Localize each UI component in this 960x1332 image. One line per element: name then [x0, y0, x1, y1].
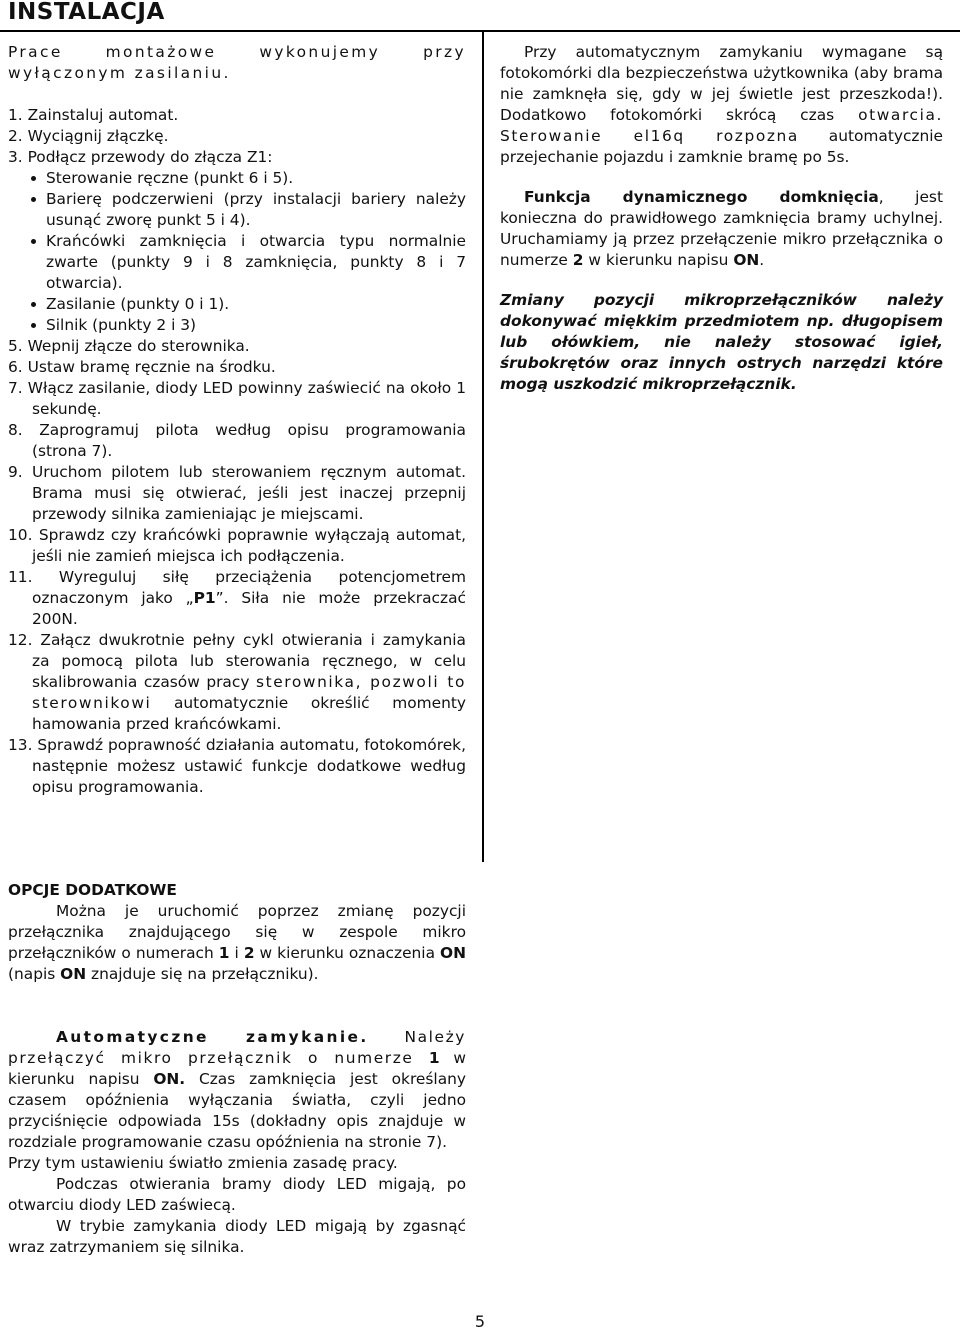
options-paragraph: Można je uruchomić poprzez zmianę pozycji przełącznika znajdującego się w zespole mikro przełączników o numerach 1 i 2 w kierunku oznaczenia ON (napis ON znajduje się na przełączniku).: [8, 902, 466, 983]
step-12: 12. Załącz dwukrotnie pełny cykl otwierania i zamykania za pomocą pilota lub sterowania ręcznego, w celu skalibrowania czasów pracy sterownika, pozwoli to sterownikowi automatycznie określić momenty hamowania przed krańcówkami.: [8, 631, 466, 733]
page-title: INSTALACJA: [8, 0, 165, 25]
dynamic-closing-paragraph: Funkcja dynamicznego domknięcia, jest konieczna do prawidłowego zamknięcia bramy uchylnej. Uruchamiamy ją przez przełączenie mikro przełącznika o numerze 2 w kierunku napisu ON.: [500, 188, 943, 269]
options-heading: OPCJE DODATKOWE: [8, 881, 177, 899]
bullet-dot-icon: [31, 239, 36, 244]
title-rule: [0, 30, 960, 32]
step-13: 13. Sprawdź poprawność działania automatu, fotokomórek, następnie możesz ustawić funkcje dodatkowe według opisu programowania.: [8, 736, 466, 796]
step-5: 5. Wepnij złącze do sterownika.: [8, 337, 250, 355]
step-10: 10. Sprawdz czy krańcówki poprawnie wyłączają automat, jeśli nie zamień miejsca ich podłączenia.: [8, 526, 466, 565]
bullet-ir-barrier: Barierę podczerwieni (przy instalacji bariery należy usunąć zworę punkt 5 i 4).: [8, 189, 466, 231]
bullet-limit-switches: Krańcówki zamknięcia i otwarcia typu normalnie zwarte (punkty 9 i 8 zamknięcia, punkty 8 i 7 otwarcia).: [8, 231, 466, 294]
installation-steps-column: [8, 42, 466, 798]
photocell-paragraph: Przy automatycznym zamykaniu wymagane są fotokomórki dla bezpieczeństwa użytkownika (aby brama nie zamknęła się, gdy w jej świetle jest przeszkoda!). Dodatkowo fotokomórki skrócą czas otwarcia. Sterowanie el16q rozpozna automatycznie przejechanie pojazdu i zamknie bramę po 5s.: [500, 43, 944, 166]
step-6: 6. Ustaw bramę ręcznie na środku.: [8, 358, 276, 376]
led-closing-text: W trybie zamykania diody LED migają by zgasnąć wraz zatrzymaniem się silnika.: [8, 1217, 466, 1256]
options-section: [8, 880, 466, 1258]
page-number: 5: [474, 1312, 486, 1331]
bullet-manual-control: Sterowanie ręczne (punkt 6 i 5).: [8, 168, 466, 189]
step-8: 8. Zaprogramuj pilota według opisu programowania (strona 7).: [8, 421, 466, 460]
bullet-dot-icon: [31, 176, 36, 181]
step-9: 9. Uruchom pilotem lub sterowaniem ręcznym automat. Brama musi się otwierać, jeśli jest inaczej przepnij przewody silnika zamieniając je miejscami.: [8, 463, 466, 523]
bullet-dot-icon: [31, 197, 36, 202]
column-divider: [482, 32, 484, 862]
step-1: 1. Zainstaluj automat.: [8, 106, 179, 124]
warning-paragraph: Zmiany pozycji mikroprzełączników należy dokonywać miękkim przedmiotem np. długopisem lub ołówkiem, nie należy stosować igieł, śrubokrętów oraz innych ostrych narzędzi które mogą uszkodzić mikroprzełącznik.: [500, 291, 943, 393]
led-opening-text: Podczas otwierania bramy diody LED migają, po otwarciu diody LED zaświecą.: [8, 1175, 466, 1214]
step-7: 7. Włącz zasilanie, diody LED powinny zaświecić na około 1 sekundę.: [8, 379, 466, 418]
auto-close-paragraph: Automatyczne zamykanie. Należy przełączyć mikro przełącznik o numerze 1 w kierunku napisu ON. Czas zamknięcia jest określany czasem opóźnienia wyłączania światła, czyli jedno przyciśnięcie odpowiada 15s (dokładny opis znajduje w rozdziale programowanie czasu opóźnienia na stronie 7).: [8, 1028, 467, 1151]
bullet-motor: Silnik (punkty 2 i 3): [8, 315, 466, 336]
step-2: 2. Wyciągnij złączkę.: [8, 127, 169, 145]
light-mode-text: Przy tym ustawieniu światło zmienia zasadę pracy.: [8, 1154, 398, 1172]
right-column: [500, 42, 943, 395]
bullet-dot-icon: [31, 302, 36, 307]
step-11: 11. Wyreguluj siłę przeciążenia potencjometrem oznaczonym jako „P1”. Siła nie może przekraczać 200N.: [8, 568, 466, 628]
bullet-dot-icon: [31, 323, 36, 328]
step-3: 3. Podłącz przewody do złącza Z1:: [8, 148, 273, 166]
intro-text: Prace montażowe wykonujemy przy wyłączonym zasilaniu.: [8, 43, 466, 82]
bullet-power: Zasilanie (punkty 0 i 1).: [8, 294, 466, 315]
